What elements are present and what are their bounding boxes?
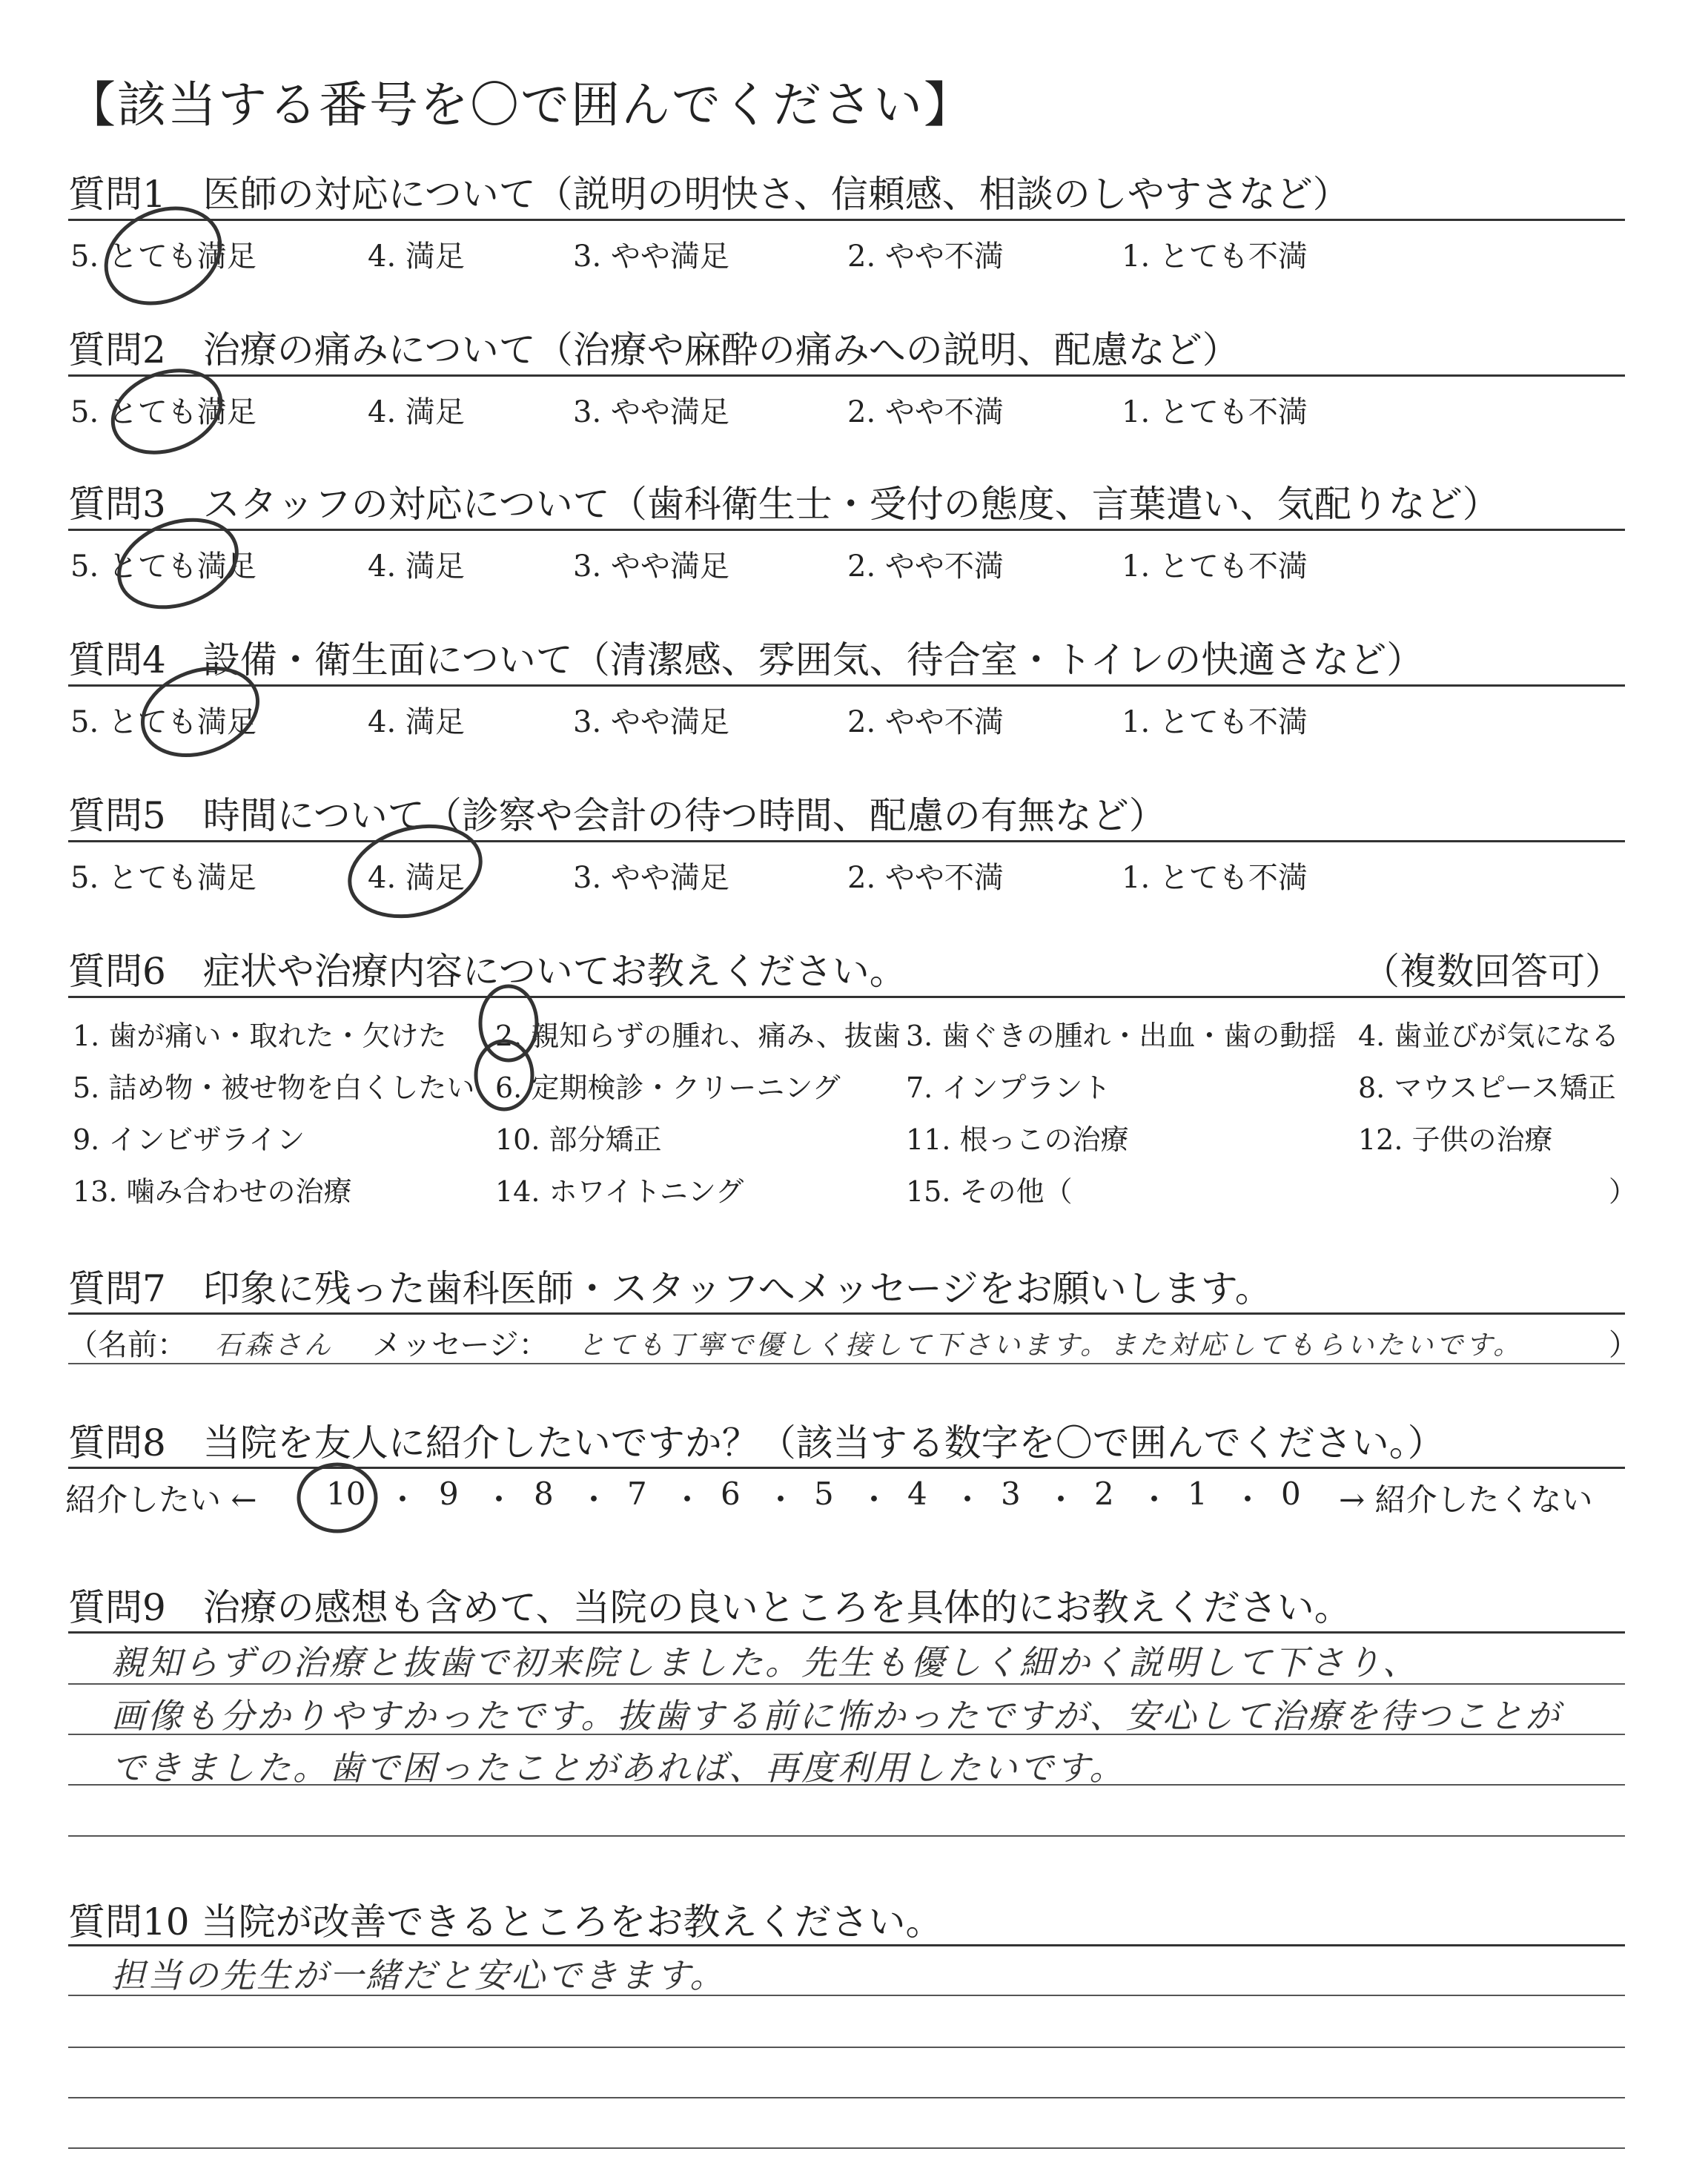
q2-option-3[interactable]: 3. やや満足 [573,395,729,429]
q1-option-4[interactable]: 4. 満足 [368,240,465,274]
q1-option-3[interactable]: 3. やや満足 [573,240,729,274]
q6-option-15[interactable]: 15. その他（ [906,1175,1073,1208]
q6-option-6[interactable]: 6. 定期検診・クリーニング [495,1071,841,1104]
q6-option-7[interactable]: 7. インプラント [906,1071,1111,1104]
question-10-title: 質問10 当院が改善できるところをお教えください。 [68,1900,943,1943]
message-value[interactable]: とても丁寧で優しく接して下さいます。また対応してもらいたいです。 [578,1330,1523,1361]
q4-option-1[interactable]: 1. とても不満 [1122,705,1308,739]
q2-option-4[interactable]: 4. 満足 [368,395,465,429]
scale-value-3[interactable]: 3 [1001,1476,1021,1512]
q4-option-3[interactable]: 3. やや満足 [573,705,729,739]
scale-value-1[interactable]: 1 [1188,1476,1208,1512]
scale-separator: ・ [1045,1482,1077,1518]
q9-answer-line-1[interactable]: 親知らずの治療と抜歯で初来院しました。先生も優しく細かく説明して下さり、 [111,1642,1419,1682]
scale-separator: ・ [387,1482,419,1518]
q4-option-2[interactable]: 2. やや不満 [847,705,1004,739]
recommend-left-label: 紹介したい ← [65,1482,257,1518]
answer-line [68,2147,1625,2149]
scale-separator: ・ [858,1482,890,1518]
q6-option-4[interactable]: 4. 歯並びが気になる [1358,1020,1620,1052]
q3-option-1[interactable]: 1. とても不満 [1122,549,1308,584]
question-7-title: 質問7 印象に残った歯科医師・スタッフへメッセージをお願いします。 [68,1267,1272,1310]
q6-option-8[interactable]: 8. マウスピース矯正 [1358,1071,1616,1104]
q9-answer-line-3[interactable]: できました。歯で困ったことがあれば、再度利用したいです。 [111,1748,1126,1788]
q1-option-2[interactable]: 2. やや不満 [847,240,1004,274]
question-8-rule [68,1467,1625,1469]
scale-value-0[interactable]: 0 [1281,1476,1301,1512]
question-4-rule [68,684,1625,687]
q3-option-2[interactable]: 2. やや不満 [847,549,1004,584]
scale-value-8[interactable]: 8 [534,1476,554,1512]
name-label: （名前： [68,1328,187,1362]
recommend-right-label: → 紹介したくない [1339,1482,1593,1518]
question-1-rule [68,219,1625,221]
question-1-title: 質問1 医師の対応について（説明の明快さ、信頼感、相談のしやすさなど） [68,173,1350,216]
scale-value-9[interactable]: 9 [439,1476,459,1512]
q5-option-2[interactable]: 2. やや不満 [847,861,1004,895]
q6-option-9[interactable]: 9. インビザライン [73,1123,305,1156]
scale-value-4[interactable]: 4 [907,1476,927,1512]
q3-option-4[interactable]: 4. 満足 [368,549,465,584]
scale-separator: ・ [578,1482,610,1518]
q6-option-14[interactable]: 14. ホワイトニング [495,1175,744,1208]
question-9-rule [68,1631,1625,1634]
q4-option-5[interactable]: 5. とても満足 [70,705,256,739]
message-close-paren: ） [1609,1328,1638,1362]
message-label: メッセージ： [372,1328,549,1362]
answer-line [68,1995,1625,1996]
question-6-rule [68,996,1625,998]
scale-separator: ・ [1139,1482,1171,1518]
question-3-rule [68,529,1625,531]
q6-option-1[interactable]: 1. 歯が痛い・取れた・欠けた [73,1020,447,1052]
scale-separator: ・ [672,1482,704,1518]
answer-line [68,1683,1625,1685]
q6-option-11[interactable]: 11. 根っこの治療 [906,1123,1129,1156]
question-5-rule [68,840,1625,842]
scale-value-6[interactable]: 6 [721,1476,741,1512]
question-10-rule [68,1944,1625,1946]
q2-option-1[interactable]: 1. とても不満 [1122,395,1308,429]
q6-other-close-paren: ） [1609,1175,1638,1208]
question-6-title: 質問6 症状や治療内容についてお教えください。 [68,950,907,993]
question-5-title: 質問5 時間について（診察や会計の待つ時間、配慮の有無など） [68,794,1166,837]
question-9-title: 質問9 治療の感想も含めて、当院の良いところを具体的にお教えください。 [68,1586,1351,1629]
scale-value-7[interactable]: 7 [627,1476,647,1512]
question-2-title: 質問2 治療の痛みについて（治療や麻酔の痛みへの説明、配慮など） [68,328,1239,371]
scale-separator: ・ [765,1482,797,1518]
question-2-rule [68,374,1625,377]
q1-option-5[interactable]: 5. とても満足 [70,240,256,274]
q6-option-2[interactable]: 2. 親知らずの腫れ、痛み、抜歯 [495,1020,901,1052]
question-4-title: 質問4 設備・衛生面について（清潔感、雰囲気、待合室・トイレの快適さなど） [68,638,1424,681]
q5-option-3[interactable]: 3. やや満足 [573,861,729,895]
q6-option-10[interactable]: 10. 部分矯正 [495,1123,662,1156]
q6-option-12[interactable]: 12. 子供の治療 [1358,1123,1553,1156]
q2-option-2[interactable]: 2. やや不満 [847,395,1004,429]
question-3-title: 質問3 スタッフの対応について（歯科衛生士・受付の態度、言葉遣い、気配りなど） [68,483,1500,526]
q3-option-5[interactable]: 5. とても満足 [70,549,256,584]
answer-line [68,1835,1625,1837]
instruction-header: 【該当する番号を〇で囲んでください】 [67,76,974,133]
q2-option-5[interactable]: 5. とても満足 [70,395,256,429]
q10-answer-line-1[interactable]: 担当の先生が一緒だと安心できます。 [111,1955,726,1995]
scale-value-2[interactable]: 2 [1094,1476,1114,1512]
answer-line [68,1784,1625,1786]
question-7-rule [68,1312,1625,1315]
q1-option-1[interactable]: 1. とても不満 [1122,240,1308,274]
q5-option-4[interactable]: 4. 満足 [368,861,465,895]
q6-option-13[interactable]: 13. 噛み合わせの治療 [73,1175,352,1208]
scale-separator: ・ [483,1482,515,1518]
q4-option-4[interactable]: 4. 満足 [368,705,465,739]
answer-line [68,2047,1625,2048]
question-8-title: 質問8 当院を友人に紹介したいですか？（該当する数字を〇で囲んでください。） [68,1421,1445,1464]
question-7-bottom-rule [68,1363,1625,1364]
q3-option-3[interactable]: 3. やや満足 [573,549,729,584]
answer-line [68,1734,1625,1735]
scale-value-10[interactable]: 10 [326,1476,366,1512]
scale-separator: ・ [1232,1482,1264,1518]
q6-option-3[interactable]: 3. 歯ぐきの腫れ・出血・歯の動揺 [906,1020,1337,1052]
name-value[interactable]: 石森さん [215,1330,334,1361]
multiple-answer-note: （複数回答可） [1363,950,1622,993]
q5-option-1[interactable]: 1. とても不満 [1122,861,1308,895]
q9-answer-line-2[interactable]: 画像も分かりやすかったです。抜歯する前に怖かったですが、安心して治療を待つことが [111,1696,1562,1736]
q5-option-5[interactable]: 5. とても満足 [70,861,256,895]
scale-value-5[interactable]: 5 [814,1476,834,1512]
q6-option-5[interactable]: 5. 詰め物・被せ物を白くしたい [73,1071,475,1104]
scale-separator: ・ [952,1482,984,1518]
answer-line [68,2097,1625,2098]
